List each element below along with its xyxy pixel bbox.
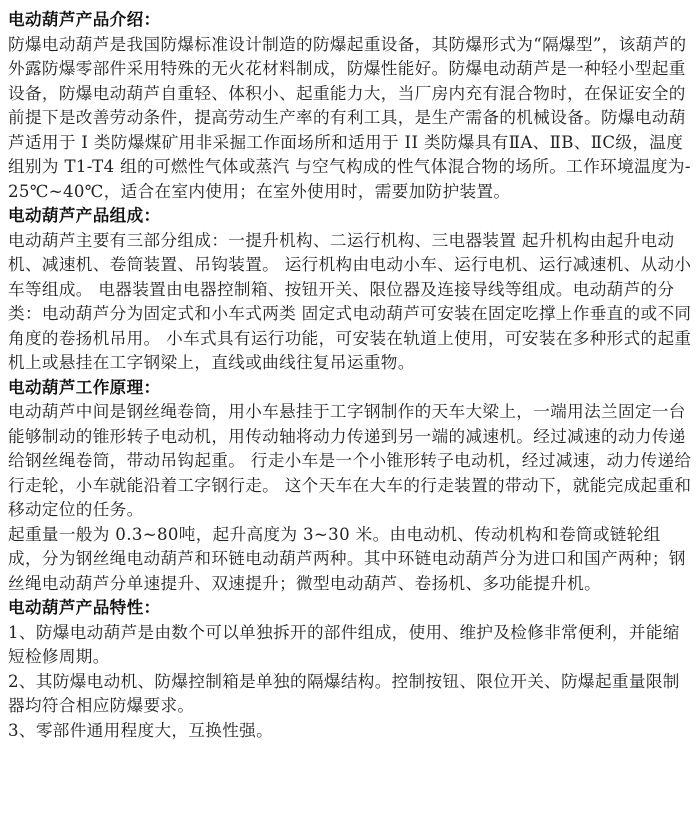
section-heading-introduction: 电动葫芦产品介绍：: [8, 10, 161, 29]
introduction-paragraph: 防爆电动葫芦是我国防爆标准设计制造的防爆起重设备，其防爆形式为“隔爆型”，该葫芦的外露防爆零部件采用特殊的无火花材料制成，防爆性能好。防爆电动葫芦是一种轻小型起重设备，防爆电动葫芦自重轻、体积小、起重能力大，当厂房内充有混合物时，在保证安全的前提下是改善劳动条件，提高劳动生产率的有利工具，是生产需备的机械设备。防爆电动葫芦适用于 I 类防爆煤矿用非采掘工作面场所和适用于 II 类防爆具有ⅡA、ⅡB、ⅡC级，温度组别为 T1-T4 组的可燃性气体或蒸汽 与空气构成的性气体混合物的场所。工作环境温度为-25℃~40℃，适合在室内使用；在室外使用时，需要加防护装置。: [8, 34, 691, 201]
feature-item-2: 2、其防爆电动机、防爆控制箱是单独的隔爆结构。控制按钮、限位开关、防爆起重量限制器均符合相应防爆要求。: [8, 671, 680, 715]
composition-paragraph: 电动葫芦主要有三部分组成：一提升机构、二运行机构、三电器装置 起升机构由起升电动机、减速机、卷筒装置、吊钩装置。 运行机构由电动小车、运行电机、运行减速机、从动小车等组成。 电器装置由电器控制箱、按钮开关、限位器及连接导线等组成。电动葫芦的分类：电动葫芦分为固定式和小车式两类 固定式电动葫芦可安装在固定吃撑上作垂直的或不同角度的卷扬机吊用。 小车式具有运行功能，可安装在轨道上使用，可安装在多种形式的起重机上或悬挂在工字钢梁上，直线或曲线往复吊运重物。: [8, 230, 692, 372]
lifting-capacity-paragraph: 起重量一般为 0.3~80吨，起升高度为 3~30 米。由电动机、传动机构和卷筒或链轮组成，分为钢丝绳电动葫芦和环链电动葫芦两种。其中环链电动葫芦分为进口和国产两种；钢丝绳电动葫芦分单速提升、双速提升；微型电动葫芦、卷扬机、多功能提升机。: [8, 524, 686, 593]
section-heading-features: 电动葫芦产品特性：: [8, 598, 161, 617]
working-principle-paragraph: 电动葫芦中间是钢丝绳卷筒，用小车悬挂于工字钢制作的天车大梁上，一端用法兰固定一台能够制动的锥形转子电动机，用传动轴将动力传递到另一端的减速机。经过减速的动力传递给钢丝绳卷筒，带动吊钩起重。 行走小车是一个小锥形转子电动机，经过减速，动力传递给行走轮，小车就能沿着工字钢行走。 这个天车在大车的行走装置的带动下，就能完成起重和移动定位的任务。: [8, 402, 692, 519]
feature-item-1: 1、防爆电动葫芦是由数个可以单独拆开的部件组成，使用、维护及检修非常便利，并能缩短检修周期。: [8, 622, 680, 666]
section-heading-composition: 电动葫芦产品组成：: [8, 206, 161, 225]
feature-item-3: 3、零部件通用程度大，互换性强。: [8, 720, 274, 740]
section-heading-working-principle: 电动葫芦工作原理：: [8, 377, 161, 397]
